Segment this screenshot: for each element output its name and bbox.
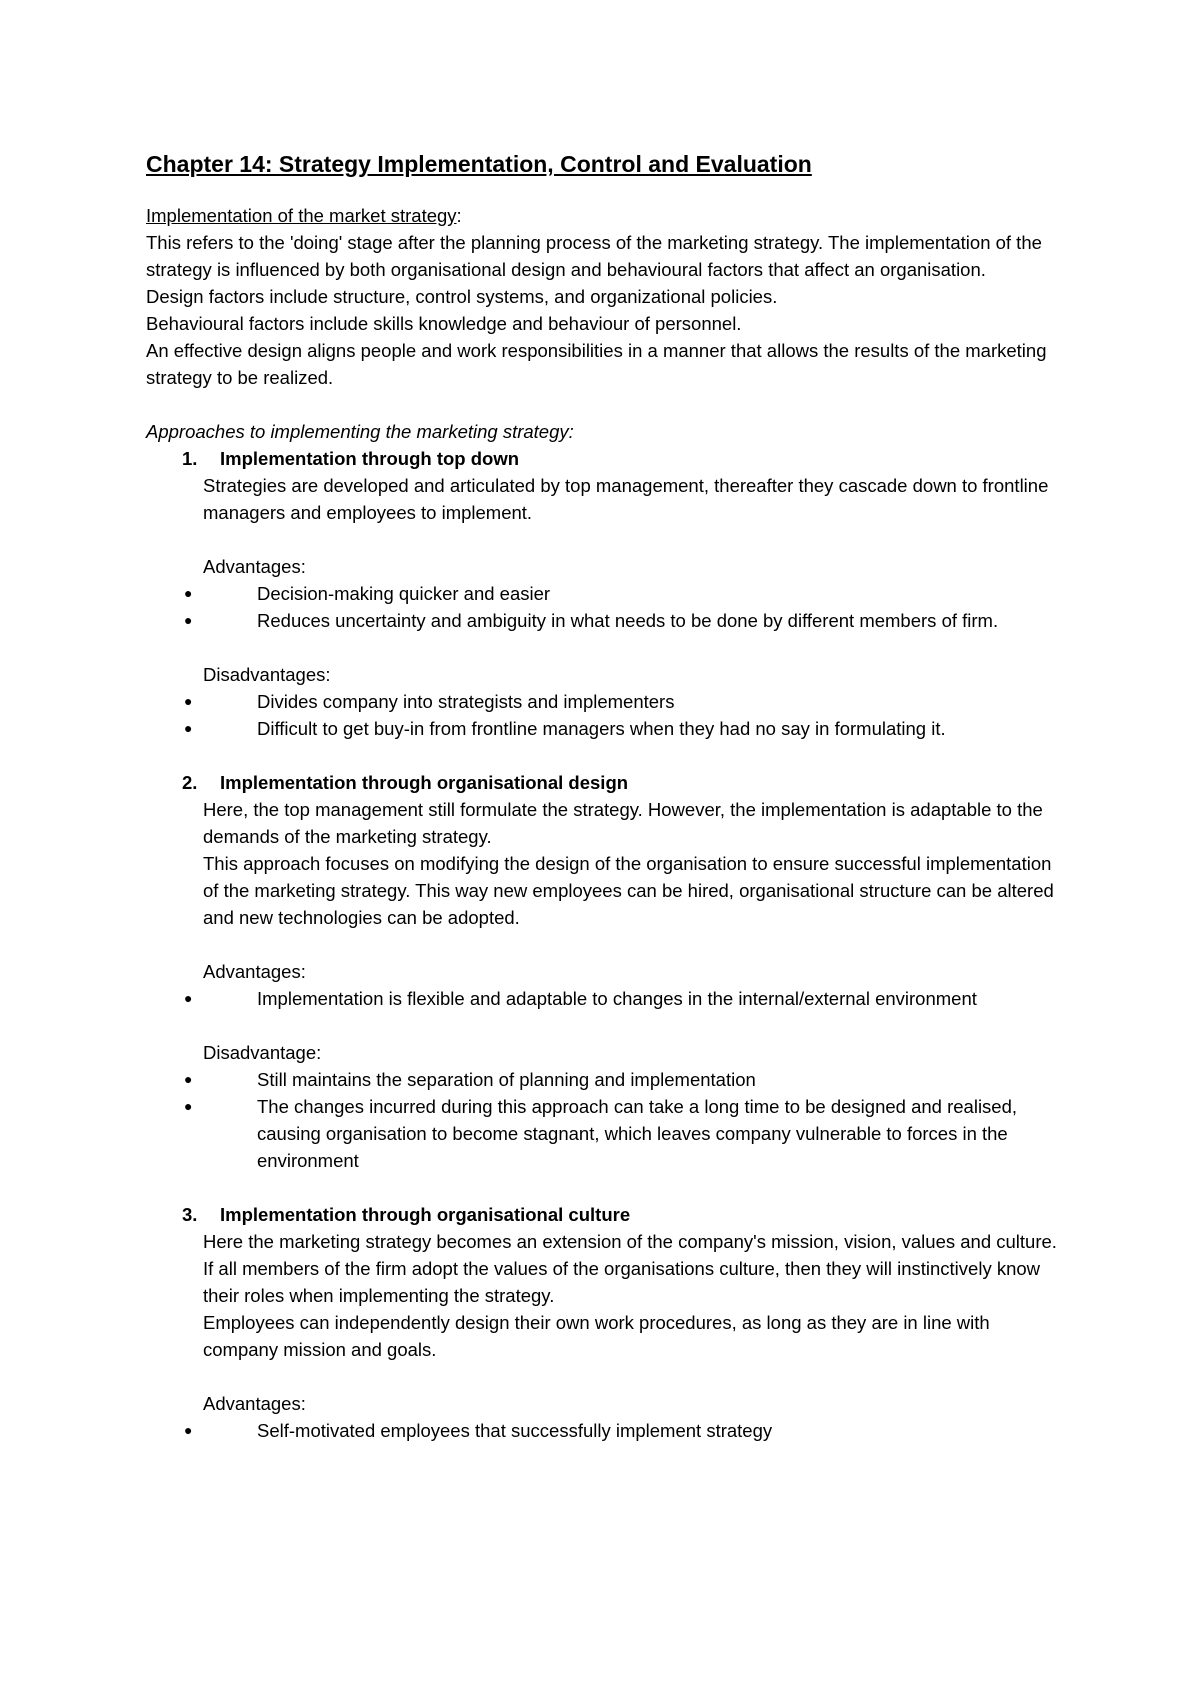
spacer <box>146 931 1066 958</box>
approach-heading <box>146 1201 1066 1228</box>
approach-title: Implementation through organisational design <box>220 772 629 793</box>
spacer <box>146 634 1066 661</box>
list-item <box>146 1093 1066 1174</box>
bullet-icon: ● <box>184 1098 193 1114</box>
advantages-label: Advantages: <box>203 1393 306 1414</box>
bullet-icon: ● <box>184 720 193 736</box>
approach-description: This approach focuses on modifying the design of the organisation to ensure successful implementation of the marketing strategy. This way new employees can be hired, organisational structure can be altered and new technologies can be adopted. <box>203 853 1054 928</box>
intro-paragraph: An effective design aligns people and work responsibilities in a manner that allows the results of the marketing strategy to be realized. <box>146 340 1047 388</box>
disadvantages-list <box>146 688 1066 742</box>
advantages-label: Advantages: <box>203 961 306 982</box>
list-item-text: Decision-making quicker and easier <box>257 583 551 604</box>
list-item-text: Difficult to get buy-in from frontline managers when they had no say in formulating it. <box>257 718 946 739</box>
bullet-icon: ● <box>184 1422 193 1438</box>
bullet-icon: ● <box>184 612 193 628</box>
list-item-text: Reduces uncertainty and ambiguity in what needs to be done by different members of firm. <box>257 610 999 631</box>
approach-item <box>146 769 1066 1174</box>
list-item <box>146 1417 1066 1444</box>
section-heading-suffix: : <box>456 205 462 226</box>
section-heading-text: Implementation of the market strategy <box>146 205 457 226</box>
list-item <box>146 607 1066 634</box>
spacer <box>146 1174 1066 1201</box>
bullet-icon: ● <box>184 1071 193 1087</box>
approach-description: Here, the top management still formulate the strategy. However, the implementation is adaptable to the demands of the marketing strategy. <box>203 799 1043 847</box>
approach-item <box>146 1201 1066 1444</box>
spacer <box>146 1363 1066 1390</box>
chapter-title: Chapter 14: Strategy Implementation, Control and Evaluation <box>146 151 812 177</box>
approach-description: Strategies are developed and articulated by top management, thereafter they cascade down to frontline managers and employees to implement. <box>203 475 1049 523</box>
list-item-text: The changes incurred during this approach can take a long time to be designed and realised, causing organisation to become stagnant, which leaves company vulnerable to forces in the environment <box>257 1096 1018 1171</box>
list-item <box>146 580 1066 607</box>
disadvantages-label: Disadvantage: <box>203 1042 322 1063</box>
advantages-list <box>146 985 1066 1012</box>
bullet-icon: ● <box>184 990 193 1006</box>
intro-paragraph: This refers to the 'doing' stage after the planning process of the marketing strategy. The implementation of the strategy is influenced by both organisational design and behavioural factors that affect an organisation. <box>146 232 1042 280</box>
list-item <box>146 715 1066 742</box>
approach-description: Here the marketing strategy becomes an extension of the company's mission, vision, values and culture. <box>203 1231 1057 1252</box>
approach-number: 1. <box>182 448 198 469</box>
advantages-list <box>146 1417 1066 1444</box>
advantages-list <box>146 580 1066 634</box>
spacer <box>146 742 1066 769</box>
approach-number: 2. <box>182 772 198 793</box>
approach-description: If all members of the firm adopt the values of the organisations culture, then they will instinctively know their roles when implementing the strategy. <box>203 1258 1041 1306</box>
spacer <box>146 526 1066 553</box>
list-item <box>146 985 1066 1012</box>
intro-paragraph: Design factors include structure, control systems, and organizational policies. <box>146 286 778 307</box>
approach-title: Implementation through organisational culture <box>220 1204 631 1225</box>
spacer <box>146 1012 1066 1039</box>
list-item <box>146 688 1066 715</box>
spacer <box>146 391 1066 418</box>
advantages-label: Advantages: <box>203 556 306 577</box>
bullet-icon: ● <box>184 585 193 601</box>
document-content <box>146 148 1066 1444</box>
list-item <box>146 1066 1066 1093</box>
bullet-icon: ● <box>184 693 193 709</box>
approach-description: Employees can independently design their own work procedures, as long as they are in line with company mission and goals. <box>203 1312 990 1360</box>
intro-paragraph: Behavioural factors include skills knowledge and behaviour of personnel. <box>146 313 742 334</box>
approach-heading <box>146 769 1066 796</box>
list-item-text: Still maintains the separation of planning and implementation <box>257 1069 756 1090</box>
list-item-text: Divides company into strategists and implementers <box>257 691 675 712</box>
disadvantages-label: Disadvantages: <box>203 664 331 685</box>
approaches-heading: Approaches to implementing the marketing strategy: <box>146 421 574 442</box>
list-item-text: Implementation is flexible and adaptable to changes in the internal/external environment <box>257 988 977 1009</box>
approach-title: Implementation through top down <box>220 448 520 469</box>
approach-item <box>146 445 1066 742</box>
approach-number: 3. <box>182 1204 198 1225</box>
disadvantages-list <box>146 1066 1066 1174</box>
list-item-text: Self-motivated employees that successfully implement strategy <box>257 1420 773 1441</box>
section-heading <box>146 202 1066 229</box>
approach-heading <box>146 445 1066 472</box>
